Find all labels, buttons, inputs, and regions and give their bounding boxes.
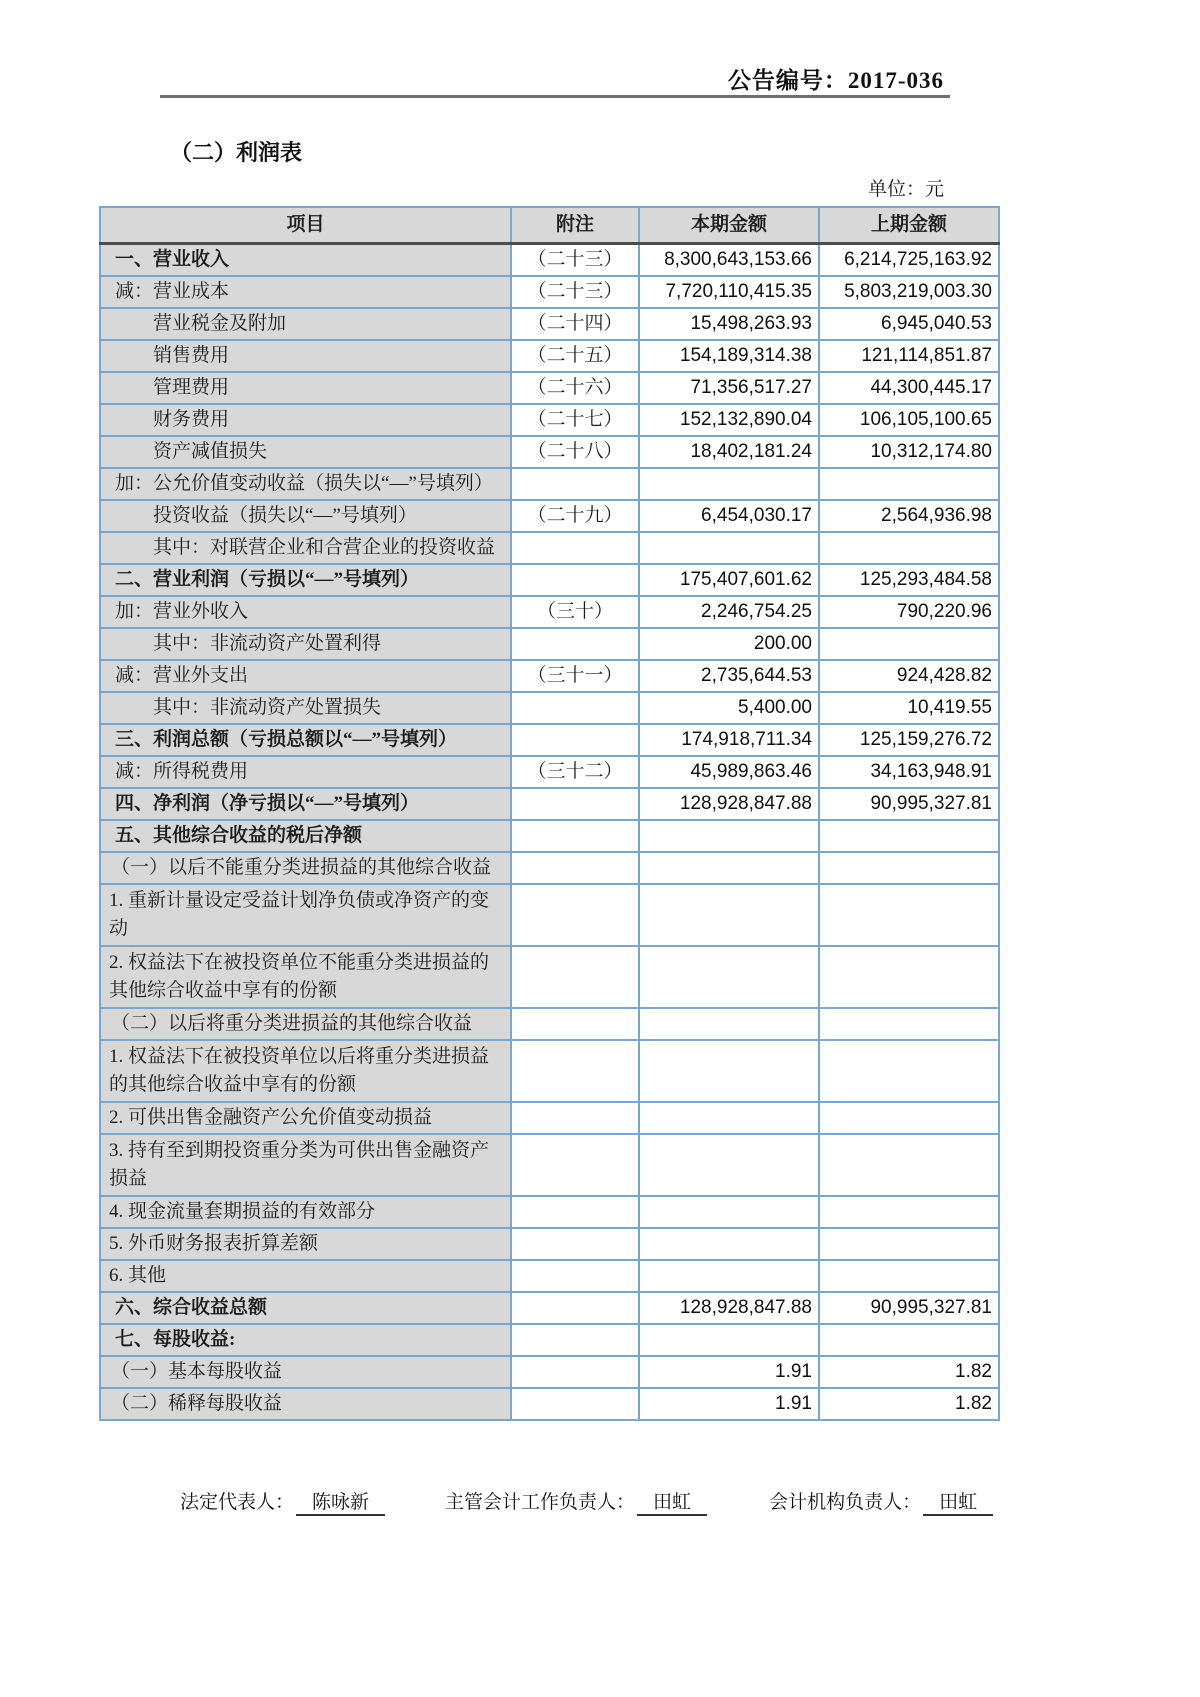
prior-amount-cell: 790,220.96 bbox=[819, 596, 999, 628]
note-cell bbox=[511, 1356, 639, 1388]
prior-amount-cell bbox=[819, 468, 999, 500]
chief-accountant-name: 田虹 bbox=[637, 1487, 707, 1516]
item-cell: （一）基本每股收益 bbox=[100, 1356, 511, 1388]
prior-amount-cell bbox=[819, 1260, 999, 1292]
legal-representative-label: 法定代表人： bbox=[180, 1492, 295, 1513]
current-amount-cell: 5,400.00 bbox=[639, 692, 819, 724]
note-cell: （二十三） bbox=[511, 276, 639, 308]
item-cell: （二）以后将重分类进损益的其他综合收益 bbox=[100, 1008, 511, 1040]
note-cell bbox=[511, 628, 639, 660]
table-row bbox=[100, 1388, 999, 1420]
prior-amount-cell bbox=[819, 1228, 999, 1260]
current-amount-cell: 1.91 bbox=[639, 1388, 819, 1420]
table-row bbox=[100, 788, 999, 820]
item-cell: 其中：非流动资产处置利得 bbox=[100, 628, 511, 660]
item-cell: 3. 持有至到期投资重分类为可供出售金融资产损益 bbox=[100, 1134, 511, 1196]
current-amount-cell bbox=[639, 1196, 819, 1228]
item-cell: 4. 现金流量套期损益的有效部分 bbox=[100, 1196, 511, 1228]
item-cell: 2. 权益法下在被投资单位不能重分类进损益的其他综合收益中享有的份额 bbox=[100, 946, 511, 1008]
current-amount-cell bbox=[639, 946, 819, 1008]
item-cell: 销售费用 bbox=[100, 340, 511, 372]
unit-label: 单位：元 bbox=[867, 179, 944, 200]
accounting-dept-label: 会计机构负责人： bbox=[769, 1492, 922, 1513]
table-row bbox=[100, 756, 999, 788]
prior-amount-cell bbox=[819, 820, 999, 852]
note-cell bbox=[511, 884, 639, 946]
accounting-dept-head bbox=[769, 1487, 993, 1516]
current-amount-cell: 8,300,643,153.66 bbox=[639, 244, 819, 277]
current-amount-cell: 154,189,314.38 bbox=[639, 340, 819, 372]
note-cell bbox=[511, 820, 639, 852]
table-row bbox=[100, 404, 999, 436]
table-row bbox=[100, 276, 999, 308]
item-cell: 1. 重新计量设定受益计划净负债或净资产的变动 bbox=[100, 884, 511, 946]
item-cell: 减：营业成本 bbox=[100, 276, 511, 308]
table-row bbox=[100, 468, 999, 500]
note-cell: （二十四） bbox=[511, 308, 639, 340]
current-amount-cell bbox=[639, 852, 819, 884]
prior-amount-cell: 6,214,725,163.92 bbox=[819, 244, 999, 277]
current-amount-cell bbox=[639, 1134, 819, 1196]
table-row bbox=[100, 820, 999, 852]
prior-amount-cell bbox=[819, 628, 999, 660]
column-header-prior: 上期金额 bbox=[819, 207, 999, 244]
table-row bbox=[100, 372, 999, 404]
prior-amount-cell: 10,419.55 bbox=[819, 692, 999, 724]
table-row bbox=[100, 1008, 999, 1040]
prior-amount-cell bbox=[819, 1008, 999, 1040]
prior-amount-cell: 10,312,174.80 bbox=[819, 436, 999, 468]
item-cell: 减：营业外支出 bbox=[100, 660, 511, 692]
table-row bbox=[100, 1292, 999, 1324]
column-header-item: 项目 bbox=[100, 207, 511, 244]
table-row bbox=[100, 1228, 999, 1260]
current-amount-cell: 128,928,847.88 bbox=[639, 1292, 819, 1324]
note-cell bbox=[511, 1008, 639, 1040]
note-cell: （二十九） bbox=[511, 500, 639, 532]
note-cell: （三十一） bbox=[511, 660, 639, 692]
table-row bbox=[100, 308, 999, 340]
prior-amount-cell bbox=[819, 1324, 999, 1356]
current-amount-cell bbox=[639, 820, 819, 852]
note-cell bbox=[511, 1196, 639, 1228]
table-row bbox=[100, 596, 999, 628]
current-amount-cell bbox=[639, 1260, 819, 1292]
item-cell: 二、营业利润（亏损以“—”号填列） bbox=[100, 564, 511, 596]
note-cell: （二十三） bbox=[511, 244, 639, 277]
prior-amount-cell: 1.82 bbox=[819, 1388, 999, 1420]
note-cell: （二十六） bbox=[511, 372, 639, 404]
note-cell: （二十五） bbox=[511, 340, 639, 372]
table-row bbox=[100, 436, 999, 468]
prior-amount-cell bbox=[819, 1040, 999, 1102]
table-row bbox=[100, 724, 999, 756]
table-row bbox=[100, 852, 999, 884]
income-statement-table bbox=[99, 206, 1000, 1421]
prior-amount-cell: 125,293,484.58 bbox=[819, 564, 999, 596]
item-cell: 减：所得税费用 bbox=[100, 756, 511, 788]
current-amount-cell bbox=[639, 468, 819, 500]
current-amount-cell: 15,498,263.93 bbox=[639, 308, 819, 340]
prior-amount-cell bbox=[819, 884, 999, 946]
prior-amount-cell bbox=[819, 1134, 999, 1196]
table-row bbox=[100, 1040, 999, 1102]
current-amount-cell: 18,402,181.24 bbox=[639, 436, 819, 468]
table-row bbox=[100, 1356, 999, 1388]
item-cell: 一、营业收入 bbox=[100, 244, 511, 277]
legal-representative bbox=[180, 1487, 385, 1516]
table-row bbox=[100, 564, 999, 596]
prior-amount-cell bbox=[819, 946, 999, 1008]
note-cell: （二十八） bbox=[511, 436, 639, 468]
table-row bbox=[100, 1260, 999, 1292]
item-cell: 七、每股收益: bbox=[100, 1324, 511, 1356]
item-cell: 三、利润总额（亏损总额以“—”号填列） bbox=[100, 724, 511, 756]
prior-amount-cell bbox=[819, 1102, 999, 1134]
prior-amount-cell: 2,564,936.98 bbox=[819, 500, 999, 532]
prior-amount-cell: 106,105,100.65 bbox=[819, 404, 999, 436]
note-cell bbox=[511, 564, 639, 596]
chief-accountant bbox=[445, 1487, 707, 1516]
current-amount-cell bbox=[639, 1102, 819, 1134]
item-cell: 资产减值损失 bbox=[100, 436, 511, 468]
table-row bbox=[100, 340, 999, 372]
current-amount-cell bbox=[639, 1008, 819, 1040]
item-cell: 六、综合收益总额 bbox=[100, 1292, 511, 1324]
item-cell: 财务费用 bbox=[100, 404, 511, 436]
table-row bbox=[100, 244, 999, 277]
prior-amount-cell bbox=[819, 532, 999, 564]
current-amount-cell: 1.91 bbox=[639, 1356, 819, 1388]
note-cell bbox=[511, 1040, 639, 1102]
prior-amount-cell: 34,163,948.91 bbox=[819, 756, 999, 788]
table-row bbox=[100, 946, 999, 1008]
note-cell bbox=[511, 724, 639, 756]
prior-amount-cell: 5,803,219,003.30 bbox=[819, 276, 999, 308]
current-amount-cell bbox=[639, 884, 819, 946]
prior-amount-cell: 90,995,327.81 bbox=[819, 788, 999, 820]
note-cell bbox=[511, 788, 639, 820]
item-cell: 2. 可供出售金融资产公允价值变动损益 bbox=[100, 1102, 511, 1134]
chief-accountant-label: 主管会计工作负责人： bbox=[445, 1492, 636, 1513]
item-cell: 5. 外币财务报表折算差额 bbox=[100, 1228, 511, 1260]
prior-amount-cell bbox=[819, 852, 999, 884]
table-row bbox=[100, 628, 999, 660]
item-cell: 四、净利润（净亏损以“—”号填列） bbox=[100, 788, 511, 820]
item-cell: 五、其他综合收益的税后净额 bbox=[100, 820, 511, 852]
table-row bbox=[100, 1196, 999, 1228]
current-amount-cell bbox=[639, 1040, 819, 1102]
table-header-row bbox=[100, 207, 999, 244]
current-amount-cell: 200.00 bbox=[639, 628, 819, 660]
note-cell: （三十） bbox=[511, 596, 639, 628]
current-amount-cell: 2,735,644.53 bbox=[639, 660, 819, 692]
prior-amount-cell bbox=[819, 1196, 999, 1228]
current-amount-cell bbox=[639, 1324, 819, 1356]
prior-amount-cell: 1.82 bbox=[819, 1356, 999, 1388]
current-amount-cell: 45,989,863.46 bbox=[639, 756, 819, 788]
prior-amount-cell: 44,300,445.17 bbox=[819, 372, 999, 404]
section-title: （二）利润表 bbox=[170, 140, 303, 165]
note-cell bbox=[511, 1102, 639, 1134]
table-row bbox=[100, 660, 999, 692]
column-header-current: 本期金额 bbox=[639, 207, 819, 244]
note-cell bbox=[511, 1324, 639, 1356]
prior-amount-cell: 90,995,327.81 bbox=[819, 1292, 999, 1324]
note-cell bbox=[511, 852, 639, 884]
note-cell bbox=[511, 1292, 639, 1324]
table-row bbox=[100, 532, 999, 564]
column-header-note: 附注 bbox=[511, 207, 639, 244]
table-row bbox=[100, 500, 999, 532]
note-cell bbox=[511, 468, 639, 500]
current-amount-cell: 2,246,754.25 bbox=[639, 596, 819, 628]
announcement-number: 公告编号：2017-036 bbox=[727, 68, 944, 93]
current-amount-cell: 152,132,890.04 bbox=[639, 404, 819, 436]
current-amount-cell bbox=[639, 1228, 819, 1260]
table-row bbox=[100, 1134, 999, 1196]
note-cell bbox=[511, 1228, 639, 1260]
table-row bbox=[100, 1324, 999, 1356]
item-cell: （二）稀释每股收益 bbox=[100, 1388, 511, 1420]
item-cell: 管理费用 bbox=[100, 372, 511, 404]
table-row bbox=[100, 884, 999, 946]
note-cell bbox=[511, 1260, 639, 1292]
note-cell: （二十七） bbox=[511, 404, 639, 436]
item-cell: 其中：对联营企业和合营企业的投资收益 bbox=[100, 532, 511, 564]
note-cell bbox=[511, 1134, 639, 1196]
income-table-body bbox=[100, 244, 999, 1421]
item-cell: 1. 权益法下在被投资单位以后将重分类进损益的其他综合收益中享有的份额 bbox=[100, 1040, 511, 1102]
prior-amount-cell: 125,159,276.72 bbox=[819, 724, 999, 756]
note-cell: （三十二） bbox=[511, 756, 639, 788]
prior-amount-cell: 924,428.82 bbox=[819, 660, 999, 692]
item-cell: 加：营业外收入 bbox=[100, 596, 511, 628]
item-cell: 营业税金及附加 bbox=[100, 308, 511, 340]
current-amount-cell: 7,720,110,415.35 bbox=[639, 276, 819, 308]
item-cell: 6. 其他 bbox=[100, 1260, 511, 1292]
current-amount-cell: 175,407,601.62 bbox=[639, 564, 819, 596]
prior-amount-cell: 6,945,040.53 bbox=[819, 308, 999, 340]
prior-amount-cell: 121,114,851.87 bbox=[819, 340, 999, 372]
item-cell: （一）以后不能重分类进损益的其他综合收益 bbox=[100, 852, 511, 884]
table-row bbox=[100, 692, 999, 724]
header-divider bbox=[160, 95, 950, 98]
note-cell bbox=[511, 946, 639, 1008]
item-cell: 加：公允价值变动收益（损失以“—”号填列） bbox=[100, 468, 511, 500]
current-amount-cell: 174,918,711.34 bbox=[639, 724, 819, 756]
current-amount-cell: 6,454,030.17 bbox=[639, 500, 819, 532]
legal-representative-name: 陈咏新 bbox=[296, 1487, 385, 1516]
current-amount-cell: 128,928,847.88 bbox=[639, 788, 819, 820]
item-cell: 投资收益（损失以“—”号填列） bbox=[100, 500, 511, 532]
note-cell bbox=[511, 692, 639, 724]
note-cell bbox=[511, 1388, 639, 1420]
current-amount-cell bbox=[639, 532, 819, 564]
note-cell bbox=[511, 532, 639, 564]
table-row bbox=[100, 1102, 999, 1134]
accounting-dept-name: 田虹 bbox=[923, 1487, 993, 1516]
item-cell: 其中：非流动资产处置损失 bbox=[100, 692, 511, 724]
current-amount-cell: 71,356,517.27 bbox=[639, 372, 819, 404]
signature-line bbox=[180, 1487, 1100, 1516]
